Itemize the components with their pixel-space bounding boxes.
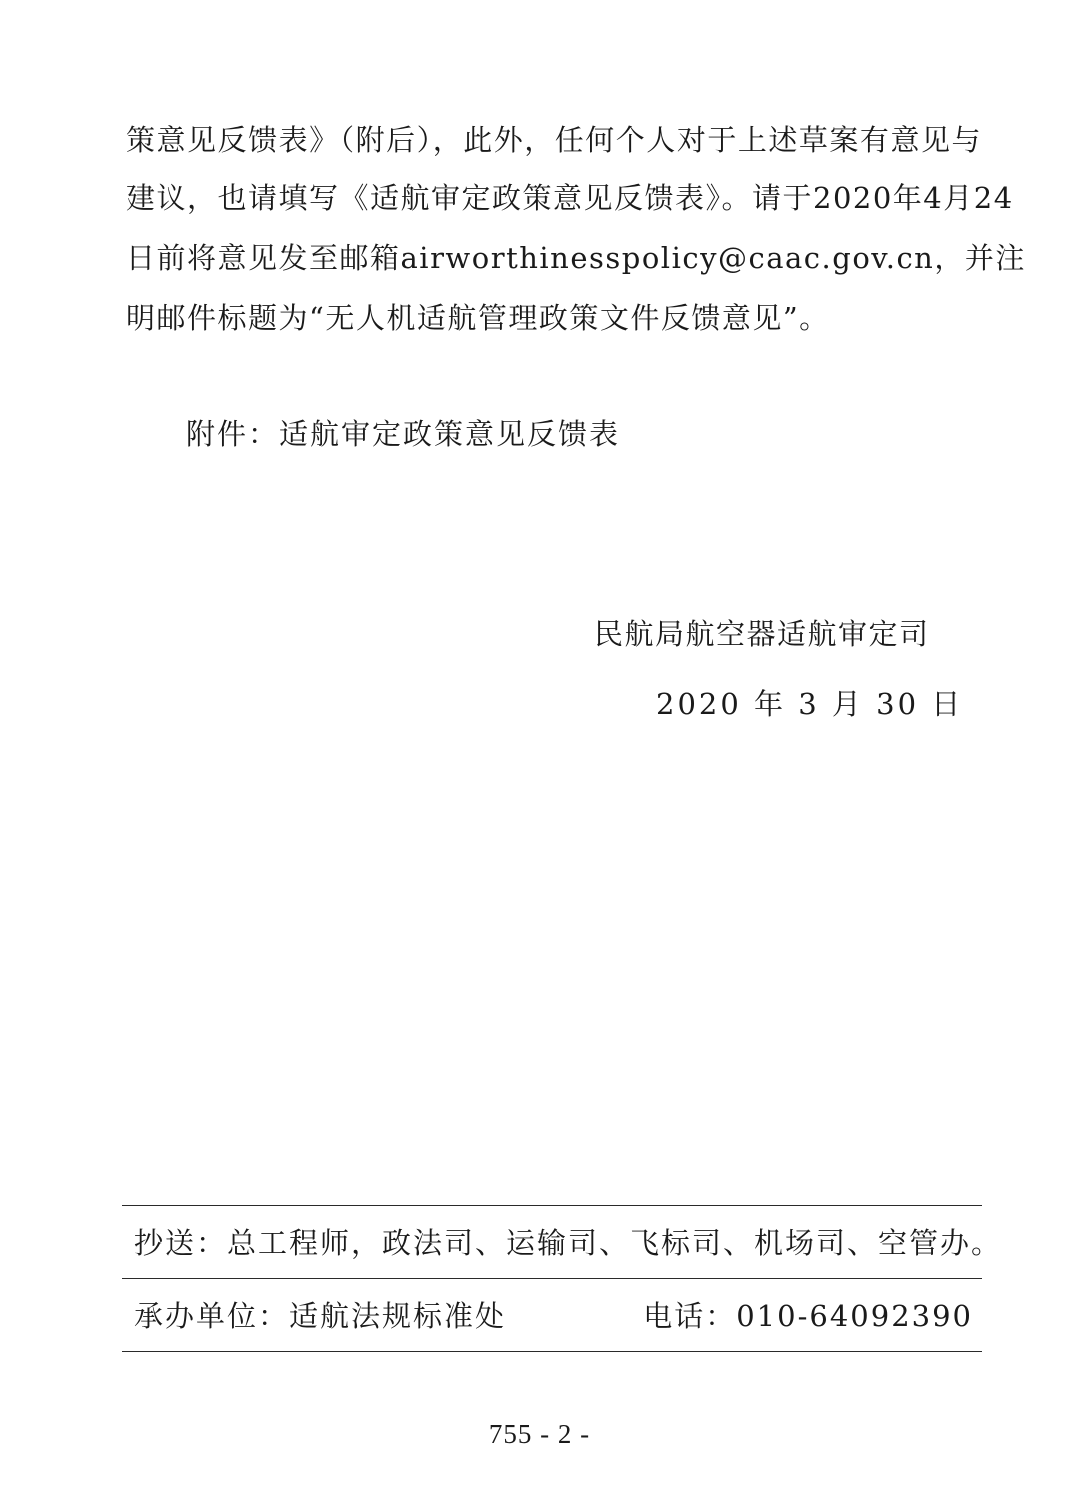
issue-date: 2020 年 3 月 30 日 (656, 687, 964, 721)
body-paragraph-line: 明邮件标题为“无人机适航管理政策文件反馈意见”。 (126, 301, 830, 335)
cc-recipients: 抄送：总工程师，政法司、运输司、飞标司、机场司、空管办。 (134, 1226, 1003, 1260)
footer-divider-middle (122, 1278, 982, 1279)
footer-divider-bottom (122, 1351, 982, 1352)
issuing-department: 民航局航空器适航审定司 (594, 617, 930, 651)
contact-phone: 电话：010-64092390 (643, 1299, 973, 1333)
body-paragraph-line: 策意见反馈表》（附后），此外，任何个人对于上述草案有意见与 (126, 123, 982, 157)
attachment-note: 附件：适航审定政策意见反馈表 (186, 417, 621, 451)
handling-unit: 承办单位：适航法规标准处 (134, 1299, 507, 1333)
body-paragraph-line: 建议，也请填写《适航审定政策意见反馈表》。请于2020年4月24 (126, 181, 1014, 215)
page-number: 755 - 2 - (488, 1419, 591, 1449)
body-paragraph-line: 日前将意见发至邮箱airworthinesspolicy@caac.gov.cn，并注 (126, 241, 1026, 275)
footer-divider-top (122, 1205, 982, 1206)
